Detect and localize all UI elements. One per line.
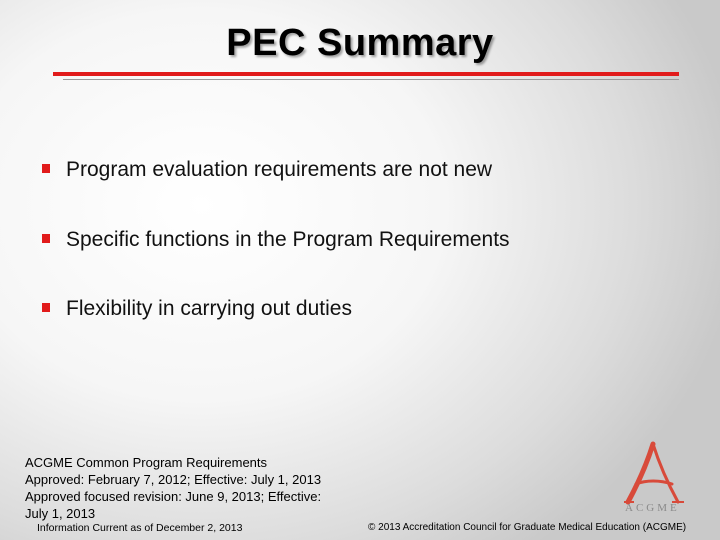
title-underline-red [53, 72, 679, 76]
bullet-item [42, 158, 492, 182]
reference-line: Approved focused revision: June 9, 2013; Effective: [25, 489, 322, 504]
square-bullet-icon [42, 164, 50, 173]
reference-line: Approved: February 7, 2012; Effective: July 1, 2013 [25, 472, 322, 487]
bullet-text: Flexibility in carrying out duties [66, 297, 352, 320]
bullet-text: Specific functions in the Program Requirements [66, 228, 510, 251]
reference-line: ACGME Common Program Requirements [25, 455, 268, 470]
slide-title: PEC Summary [226, 22, 494, 64]
bullet-item [42, 228, 510, 252]
title-underline-gray [63, 79, 679, 80]
reference-note [25, 454, 355, 522]
reference-line: July 1, 2013 [25, 506, 96, 521]
square-bullet-icon [42, 234, 50, 243]
square-bullet-icon [42, 303, 50, 312]
bullet-item [42, 297, 352, 321]
footer-copyright: © 2013 Accreditation Council for Graduate Medical Education (ACGME) [368, 522, 687, 533]
logo-wordmark: ACGME [625, 502, 680, 514]
footer-date: Information Current as of December 2, 2013 [37, 522, 243, 534]
bullet-text: Program evaluation requirements are not new [66, 158, 493, 181]
